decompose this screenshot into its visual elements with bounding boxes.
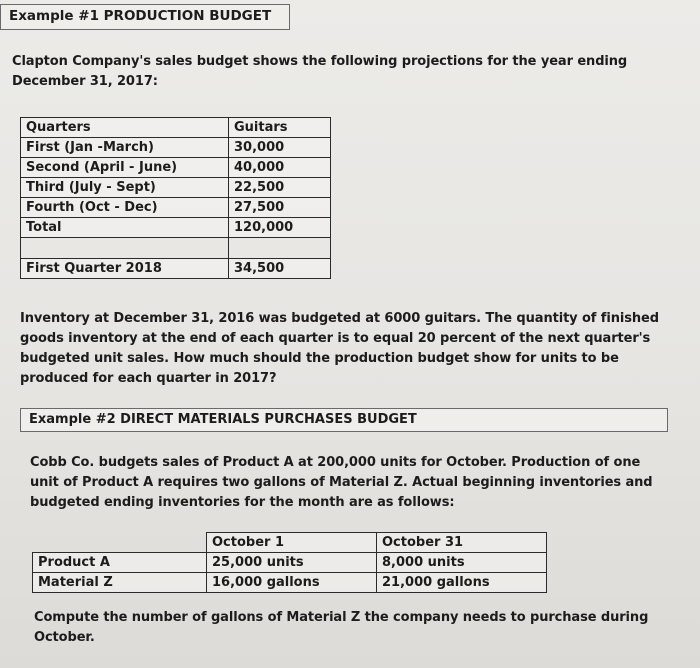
table-header-blank (33, 533, 207, 553)
example2-title: Example #2 DIRECT MATERIALS PURCHASES BUDGET (20, 408, 668, 432)
header-october-31: October 31 (377, 533, 547, 553)
example1-question (20, 309, 690, 389)
example2-intro-line: unit of Product A requires two gallons of Material Z. Actual beginning inventories and (30, 475, 653, 490)
table-cell: Third (July - Sept) (21, 178, 229, 198)
example2-intro-line: Cobb Co. budgets sales of Product A at 200,000 units for October. Production of one (30, 455, 641, 470)
example1-question-line: goods inventory at the end of each quarter is to equal 20 percent of the next quarter's (20, 331, 651, 346)
table-row (21, 158, 331, 178)
example2-intro-line: budgeted ending inventories for the month are as follows: (30, 495, 455, 510)
table-cell: First (Jan -March) (21, 138, 229, 158)
table-cell: 21,000 gallons (377, 573, 547, 593)
example2-question-line: October. (34, 630, 95, 645)
example1-intro (12, 52, 692, 92)
table-cell: 27,500 (229, 198, 331, 218)
table-row (21, 178, 331, 198)
table-row (21, 138, 331, 158)
inventory-table (32, 532, 547, 593)
table-cell: 8,000 units (377, 553, 547, 573)
example2-intro (30, 453, 690, 513)
example2-question-line: Compute the number of gallons of Material Z the company needs to purchase during (34, 610, 649, 625)
table-row (21, 198, 331, 218)
example1-title: Example #1 PRODUCTION BUDGET (0, 4, 290, 30)
table-cell: Total (21, 218, 229, 238)
table-cell: 40,000 (229, 158, 331, 178)
table-cell: 30,000 (229, 138, 331, 158)
example1-question-line: budgeted unit sales. How much should the production budget show for units to be (20, 351, 619, 366)
table-cell: 16,000 gallons (207, 573, 377, 593)
example2-question (34, 608, 684, 648)
sales-budget-table (20, 117, 331, 279)
example1-intro-line1: Clapton Company's sales budget shows the following projections for the year ending (12, 54, 628, 69)
example1-question-line: produced for each quarter in 2017? (20, 371, 277, 386)
table-cell: First Quarter 2018 (21, 259, 229, 279)
table-cell: 120,000 (229, 218, 331, 238)
example1-question-line: Inventory at December 31, 2016 was budgeted at 6000 guitars. The quantity of finished (20, 311, 659, 326)
table-row (33, 573, 547, 593)
table-cell: Fourth (Oct - Dec) (21, 198, 229, 218)
table-cell: Material Z (33, 573, 207, 593)
table-cell: 22,500 (229, 178, 331, 198)
table-row-first-quarter-2018 (21, 259, 331, 279)
header-october-1: October 1 (207, 533, 377, 553)
table-row-total (21, 218, 331, 238)
table-cell: Product A (33, 553, 207, 573)
table-spacer-row (21, 238, 331, 259)
table-cell: 34,500 (229, 259, 331, 279)
table-cell: 25,000 units (207, 553, 377, 573)
table-row (33, 553, 547, 573)
header-guitars: Guitars (229, 118, 331, 138)
table-cell: Second (April - June) (21, 158, 229, 178)
table-header-row (21, 118, 331, 138)
example1-intro-line2: December 31, 2017: (12, 74, 158, 89)
header-quarters: Quarters (21, 118, 229, 138)
table-header-row (33, 533, 547, 553)
